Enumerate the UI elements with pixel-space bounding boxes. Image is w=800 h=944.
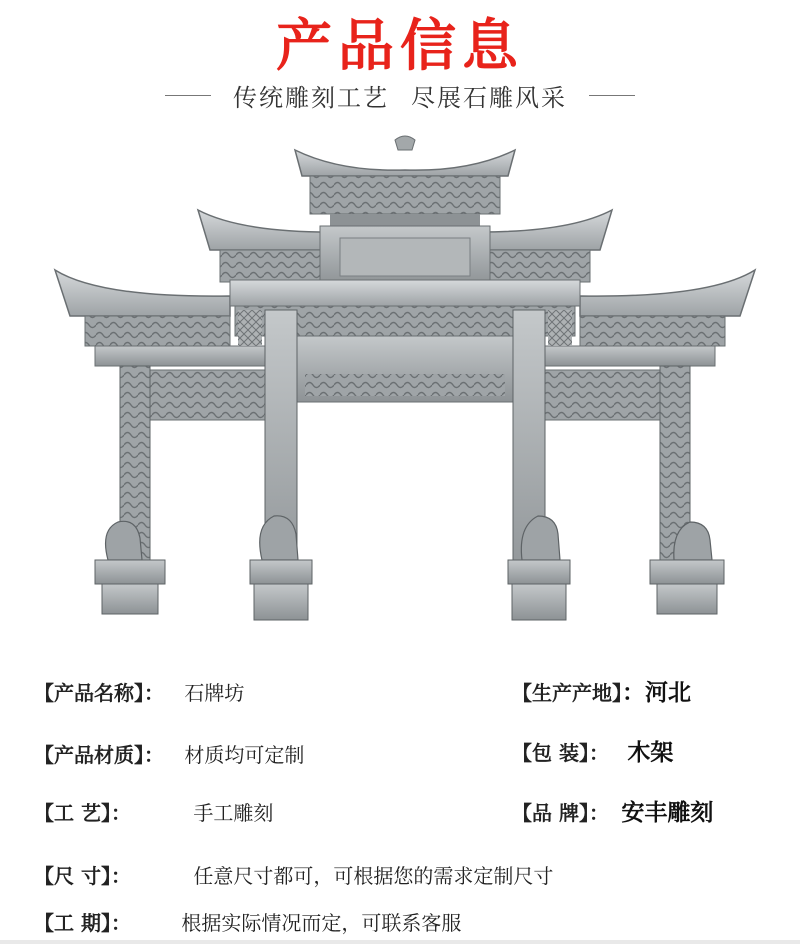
spec-size	[34, 860, 553, 889]
spec-material-value: 材质均可定制	[184, 743, 305, 767]
subtitle-part-1: 传统雕刻工艺	[233, 83, 389, 112]
spec-period	[34, 907, 461, 936]
spec-product-name	[34, 677, 244, 706]
spec-brand-value: 安丰雕刻	[621, 800, 714, 826]
spec-craft-label: 【工 艺】：	[34, 801, 131, 825]
subtitle-row	[0, 78, 800, 112]
spec-material-label: 【产品材质】：	[34, 743, 164, 767]
stone-archway-image	[40, 130, 770, 630]
bottom-divider	[0, 940, 800, 944]
spec-packaging-label: 【包 装】：	[512, 741, 609, 765]
spec-size-value: 任意尺寸都可，可根据您的需求定制尺寸	[193, 864, 554, 888]
subtitle-part-2: 尽展石雕风采	[411, 83, 567, 112]
spec-brand	[512, 794, 713, 827]
spec-origin	[512, 674, 691, 707]
spec-brand-label: 【品 牌】：	[512, 801, 609, 825]
subtitle-right-divider	[589, 95, 635, 96]
subtitle-left-divider	[165, 95, 211, 96]
spec-packaging-value: 木架	[627, 740, 674, 766]
page-title: 产品信息	[276, 14, 524, 79]
spec-period-value: 根据实际情况而定，可联系客服	[181, 911, 462, 935]
subtitle	[233, 78, 567, 113]
spec-origin-label: 【生产产地】	[512, 681, 622, 705]
spec-product-name-value: 石牌坊	[184, 681, 245, 705]
spec-product-name-label: 【产品名称】：	[34, 681, 164, 705]
spec-packaging	[512, 734, 673, 767]
spec-craft-value: 手工雕刻	[193, 801, 274, 825]
spec-origin-value: ：河北	[622, 680, 691, 706]
spec-period-label: 【工 期】：	[34, 911, 131, 935]
spec-material	[34, 739, 304, 768]
spec-craft	[34, 797, 273, 826]
spec-size-label: 【尺 寸】：	[34, 864, 131, 888]
